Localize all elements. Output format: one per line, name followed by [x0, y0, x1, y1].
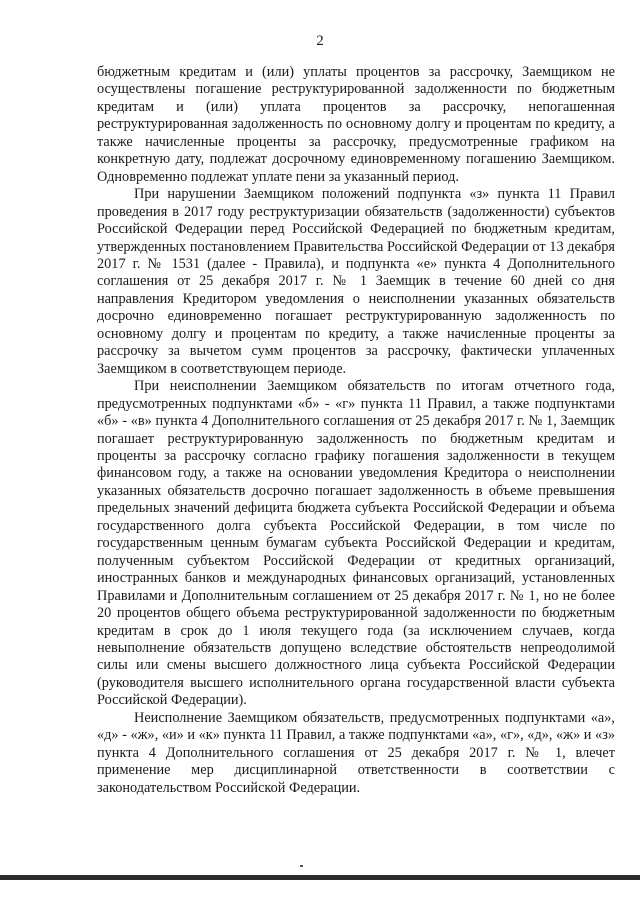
scan-speck: [300, 865, 303, 867]
paragraph-2: При нарушении Заемщиком положений подпункта «з» пункта 11 Правил проведения в 2017 году реструктуризации обязательств (задолженности) субъектов Российской Федерации перед Российской Федерацией по бюджетным кредитам, утвержденных постановлением Правительства Российской Федерации от 13 декабря 2017 г. № 1531 (далее - Правила), и подпункта «е» пункта 4 Дополнительного соглашения от 25 декабря 2017 г. № 1 Заемщик в течение 60 дней со дня направления Кредитором уведомления о неисполнении указанных обязательств досрочно единовременно погашает реструктурированную задолженность по основному долгу и процентам по кредиту, а также начисленные проценты за рассрочку за вычетом сумм процентов за рассрочку, фактически уплаченных Заемщиком в соответствующем периоде.: [97, 186, 615, 377]
document-body: [97, 64, 615, 797]
paragraph-1: бюджетным кредитам и (или) уплаты процентов за рассрочку, Заемщиком не осуществлены погашение реструктурированной задолженности по бюджетным кредитам и (или) уплата процентов за рассрочку, непогашенная реструктурированная задолженность по основному долгу и процентам по кредиту, а также начисленные проценты за рассрочку, предусмотренные графиком на конкретную дату, подлежат досрочному единовременному погашению Заемщиком. Одновременно подлежат уплате пени за указанный период.: [97, 64, 615, 185]
scan-bottom-edge: [0, 875, 640, 880]
page-number: 2: [316, 33, 324, 49]
paragraph-4: Неисполнение Заемщиком обязательств, предусмотренных подпунктами «а», «д» - «ж», «и» и «к» пункта 11 Правил, а также подпунктами «а», «г», «д», «ж» и «з» пункта 4 Дополнительного соглашения от 25 декабря 2017 г. № 1, влечет применение мер дисциплинарной ответственности в соответствии с законодательством Российской Федерации.: [97, 709, 615, 796]
paragraph-3: При неисполнении Заемщиком обязательств по итогам отчетного года, предусмотренных подпунктами «б» - «г» пункта 11 Правил, а также подпунктами «б» - «в» пункта 4 Дополнительного соглашения от 25 декабря 2017 г. № 1, Заемщик погашает реструктурированную задолженность по бюджетным кредитам и проценты за рассрочку согласно графику погашения задолженности в текущем финансовом году, а также на основании уведомления Кредитора о неисполнении указанных обязательств досрочно погашает задолженность в объеме превышения предельных значений дефицита бюджета субъекта Российской Федерации и объема государственного долга субъекта Российской Федерации, в том числе по государственным ценным бумагам субъекта Российской Федерации и кредитам, полученным субъектом Российской Федерации от кредитных организаций, иностранных банков и международных финансовых организаций, установленных Правилами и Дополнительным соглашением от 25 декабря 2017 г. № 1, но не более 20 процентов общего объема реструктурированной задолженности по бюджетным кредитам в срок до 1 июля текущего года (за исключением случаев, когда невыполнение обязательств допущено вследствие обстоятельств непреодолимой силы или смены высшего должностного лица субъекта Российской Федерации (руководителя высшего исполнительного органа государственной власти субъекта Российской Федерации).: [97, 378, 615, 709]
